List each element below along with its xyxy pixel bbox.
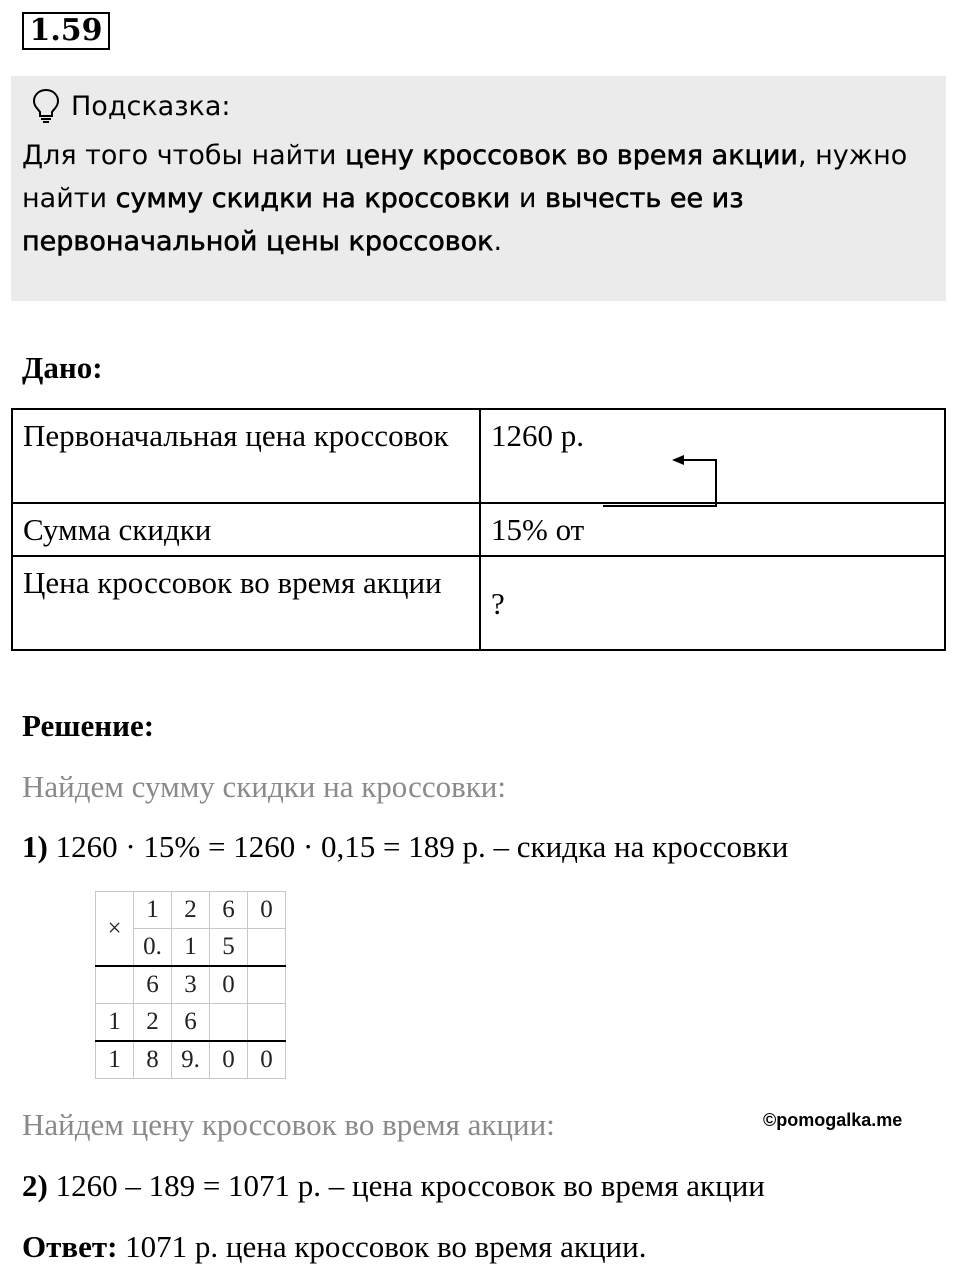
hint-title: Подсказка:: [71, 90, 231, 122]
step2-intro: Найдем цену кроссовок во время акции:: [22, 1107, 555, 1142]
mult-cell: [96, 966, 134, 1004]
hint-text-3: и: [510, 183, 545, 214]
multiply-sign: ×: [96, 892, 134, 967]
hint-text-2: , нужно найти: [22, 140, 908, 214]
given-value: 1260 р.: [480, 409, 945, 503]
step2-line: [22, 1168, 765, 1204]
step1-intro: Найдем сумму скидки на кроссовки:: [22, 769, 506, 804]
mult-cell: 0: [248, 892, 286, 929]
hint-header: [31, 88, 231, 124]
mult-cell: 1: [134, 892, 172, 929]
reference-arrow: [600, 450, 730, 515]
mult-cell: [210, 1004, 248, 1042]
mult-cell: 0.: [134, 929, 172, 967]
given-label: Первоначальная цена кроссовок: [12, 409, 480, 503]
mult-cell: 0: [210, 1041, 248, 1079]
mult-cell: [248, 966, 286, 1004]
step1-number: 1): [22, 829, 48, 864]
mult-cell: 6: [172, 1004, 210, 1042]
answer-line: [22, 1229, 646, 1265]
step1-text: 1260 · 15% = 1260 · 0,15 = 189 р. – скидка на кроссовки: [47, 829, 789, 864]
mult-row: [96, 966, 286, 1004]
mult-cell: 0: [248, 1041, 286, 1079]
hint-text: [22, 134, 937, 263]
mult-cell: 6: [210, 892, 248, 929]
mult-cell: 0: [210, 966, 248, 1004]
mult-cell: [248, 929, 286, 967]
hint-text-1: Для того чтобы найти: [22, 140, 346, 171]
mult-row: [96, 1041, 286, 1079]
mult-cell: 2: [134, 1004, 172, 1042]
mult-cell: 3: [172, 966, 210, 1004]
given-row: [12, 409, 945, 503]
problem-number: 1.59: [22, 12, 110, 50]
hint-bold-3: вычесть ее из первоначальной цены кроссовок: [22, 183, 744, 257]
mult-cell: 9.: [172, 1041, 210, 1079]
mult-cell: 2: [172, 892, 210, 929]
mult-cell: 1: [96, 1041, 134, 1079]
mult-cell: 8: [134, 1041, 172, 1079]
given-label: Сумма скидки: [12, 503, 480, 556]
answer-text: 1071 р. цена кроссовок во время акции.: [117, 1229, 647, 1264]
mult-cell: 1: [172, 929, 210, 967]
mult-row: [96, 892, 286, 929]
watermark: ©pomogalka.me: [763, 1110, 903, 1130]
step1-line: [22, 829, 788, 865]
lightbulb-icon: [31, 88, 61, 124]
step2-text: 1260 – 189 = 1071 р. – цена кроссовок во время акции: [47, 1168, 765, 1203]
hint-bold-1: цену кроссовок во время акции: [345, 140, 798, 171]
given-value: 15% от: [480, 503, 945, 556]
given-value: ?: [480, 556, 945, 650]
mult-cell: 6: [134, 966, 172, 1004]
mult-cell: 5: [210, 929, 248, 967]
mult-cell: [248, 1004, 286, 1042]
hint-text-4: .: [493, 226, 503, 257]
answer-label: Ответ:: [22, 1229, 118, 1264]
solution-heading: Решение:: [22, 708, 155, 743]
hint-box: [11, 76, 946, 301]
mult-row: [96, 1004, 286, 1042]
mult-cell: 1: [96, 1004, 134, 1042]
step2-number: 2): [22, 1168, 48, 1203]
given-table: [11, 408, 946, 651]
given-row: [12, 503, 945, 556]
multiplication-table: [95, 891, 286, 1079]
given-heading: Дано:: [22, 350, 103, 385]
given-row: [12, 556, 945, 650]
hint-bold-2: сумму скидки на кроссовки: [115, 183, 511, 214]
given-label: Цена кроссовок во время акции: [12, 556, 480, 650]
